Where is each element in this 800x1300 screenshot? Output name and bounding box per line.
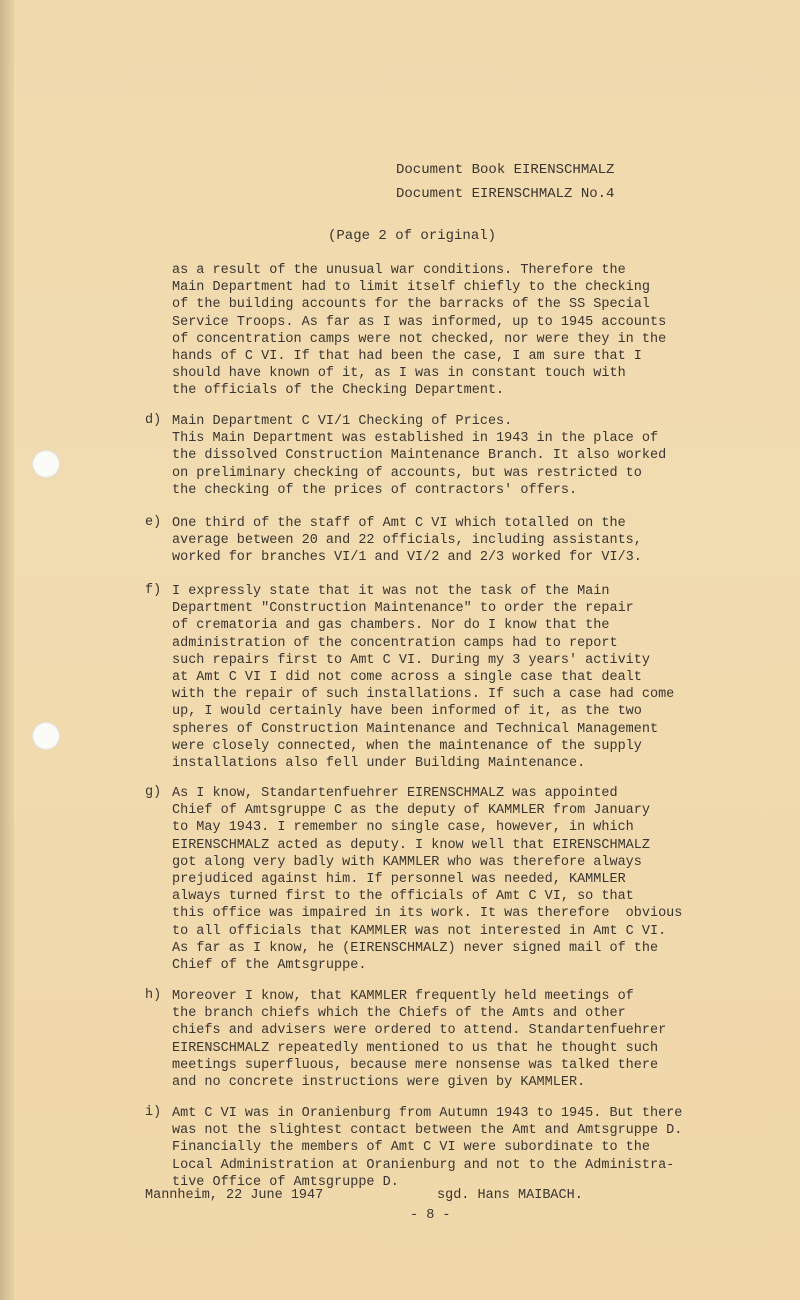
text-line: this office was impaired in its work. It was therefore obvious xyxy=(172,906,683,922)
punch-hole-top xyxy=(32,450,60,478)
text-line: Main Department C VI/1 Checking of Prices. xyxy=(172,414,513,429)
text-line: was not the slightest contact between the Amt and Amtsgruppe D. xyxy=(172,1123,683,1139)
text-line: always turned first to the officials of Amt C VI, so that xyxy=(172,889,634,905)
text-line: Chief of the Amtsgruppe. xyxy=(172,957,367,973)
text-line: spheres of Construction Maintenance and Technical Management xyxy=(172,721,659,737)
text-line: the branch chiefs which the Chiefs of the Amts and other xyxy=(172,1006,626,1022)
text-line: tive Office of Amtsgruppe D. xyxy=(172,1174,399,1190)
text-line: Amt C VI was in Oranienburg from Autumn 1943 to 1945. But there xyxy=(172,1106,683,1121)
text-line: meetings superfluous, because mere nonsense was talked there xyxy=(172,1057,659,1073)
text-line: of concentration camps were not checked, nor were they in the xyxy=(172,331,667,347)
text-line: the checking of the prices of contractors' offers. xyxy=(172,482,578,498)
text-line: EIRENSCHMALZ acted as deputy. I know well that EIRENSCHMALZ xyxy=(172,837,650,853)
item-letter-g: g) xyxy=(145,785,162,800)
item-letter-e: e) xyxy=(145,515,162,530)
text-line: chiefs and advisers were ordered to attend. Standartenfuehrer xyxy=(172,1023,667,1039)
text-line: and no concrete instructions were given by KAMMLER. xyxy=(172,1074,586,1090)
text-line: Main Department had to limit itself chiefly to the checking xyxy=(172,280,650,296)
text-line: installations also fell under Building Maintenance. xyxy=(172,755,586,771)
text-line: of crematoria and gas chambers. Nor do I know that the xyxy=(172,618,610,634)
text-line: As far as I know, he (EIRENSCHMALZ) never signed mail of the xyxy=(172,940,659,956)
text-line: This Main Department was established in 1943 in the place of xyxy=(172,431,659,447)
text-line: the dissolved Construction Maintenance Branch. It also worked xyxy=(172,448,667,464)
text-line: Moreover I know, that KAMMLER frequently held meetings of xyxy=(172,989,634,1004)
text-line: hands of C VI. If that had been the case, I am sure that I xyxy=(172,348,642,364)
text-line: Chief of Amtsgruppe C as the deputy of KAMMLER from January xyxy=(172,803,650,819)
item-i-paragraph xyxy=(172,1105,682,1191)
intro-paragraph xyxy=(172,262,666,400)
item-h-paragraph xyxy=(172,988,666,1091)
item-letter-h: h) xyxy=(145,988,162,1003)
signature: sgd. Hans MAIBACH. xyxy=(437,1188,583,1203)
item-f-paragraph xyxy=(172,583,674,772)
text-line: Department "Construction Maintenance" to order the repair xyxy=(172,601,634,617)
page-number: - 8 - xyxy=(410,1208,451,1223)
header-document-number: Document EIRENSCHMALZ No.4 xyxy=(396,186,615,202)
text-line: as a result of the unusual war conditions. Therefore the xyxy=(172,263,626,278)
text-line: worked for branches VI/1 and VI/2 and 2/3 worked for VI/3. xyxy=(172,550,642,566)
text-line: EIRENSCHMALZ repeatedly mentioned to us that he thought such xyxy=(172,1040,659,1056)
text-line: with the repair of such installations. If such a case had come xyxy=(172,687,675,703)
text-line: were closely connected, when the maintenance of the supply xyxy=(172,738,642,754)
text-line: got along very badly with KAMMLER who was therefore always xyxy=(172,854,642,870)
text-line: One third of the staff of Amt C VI which totalled on the xyxy=(172,516,626,531)
text-line: Service Troops. As far as I was informed, up to 1945 accounts xyxy=(172,314,667,330)
text-line: should have known of it, as I was in constant touch with xyxy=(172,366,626,382)
page-left-edge xyxy=(0,0,14,1300)
item-letter-f: f) xyxy=(145,583,162,598)
punch-hole-bottom xyxy=(32,722,60,750)
text-line: at Amt C VI I did not come across a single case that dealt xyxy=(172,669,642,685)
text-line: average between 20 and 22 officials, including assistants, xyxy=(172,533,642,549)
item-d-paragraph xyxy=(172,413,666,499)
text-line: the officials of the Checking Department. xyxy=(172,383,505,399)
text-line: prejudiced against him. If personnel was needed, KAMMLER xyxy=(172,871,626,887)
text-line: of the building accounts for the barracks of the SS Special xyxy=(172,297,650,313)
item-e-paragraph xyxy=(172,515,642,567)
text-line: I expressly state that it was not the task of the Main xyxy=(172,584,610,599)
text-line: Local Administration at Oranienburg and not to the Administra- xyxy=(172,1157,675,1173)
header-document-book: Document Book EIRENSCHMALZ xyxy=(396,162,615,178)
text-line: Financially the members of Amt C VI were subordinate to the xyxy=(172,1140,650,1156)
page-label: (Page 2 of original) xyxy=(328,228,497,244)
item-letter-d: d) xyxy=(145,413,162,428)
text-line: As I know, Standartenfuehrer EIRENSCHMALZ was appointed xyxy=(172,786,618,801)
text-line: to all officials that KAMMLER was not interested in Amt C VI. xyxy=(172,923,667,939)
item-g-paragraph xyxy=(172,785,682,974)
place-date: Mannheim, 22 June 1947 xyxy=(145,1188,324,1203)
text-line: up, I would certainly have been informed of it, as the two xyxy=(172,704,642,720)
item-letter-i: i) xyxy=(145,1105,162,1120)
text-line: to May 1943. I remember no single case, however, in which xyxy=(172,820,634,836)
text-line: administration of the concentration camps had to report xyxy=(172,635,618,651)
text-line: such repairs first to Amt C VI. During my 3 years' activity xyxy=(172,652,650,668)
text-line: on preliminary checking of accounts, but was restricted to xyxy=(172,465,642,481)
